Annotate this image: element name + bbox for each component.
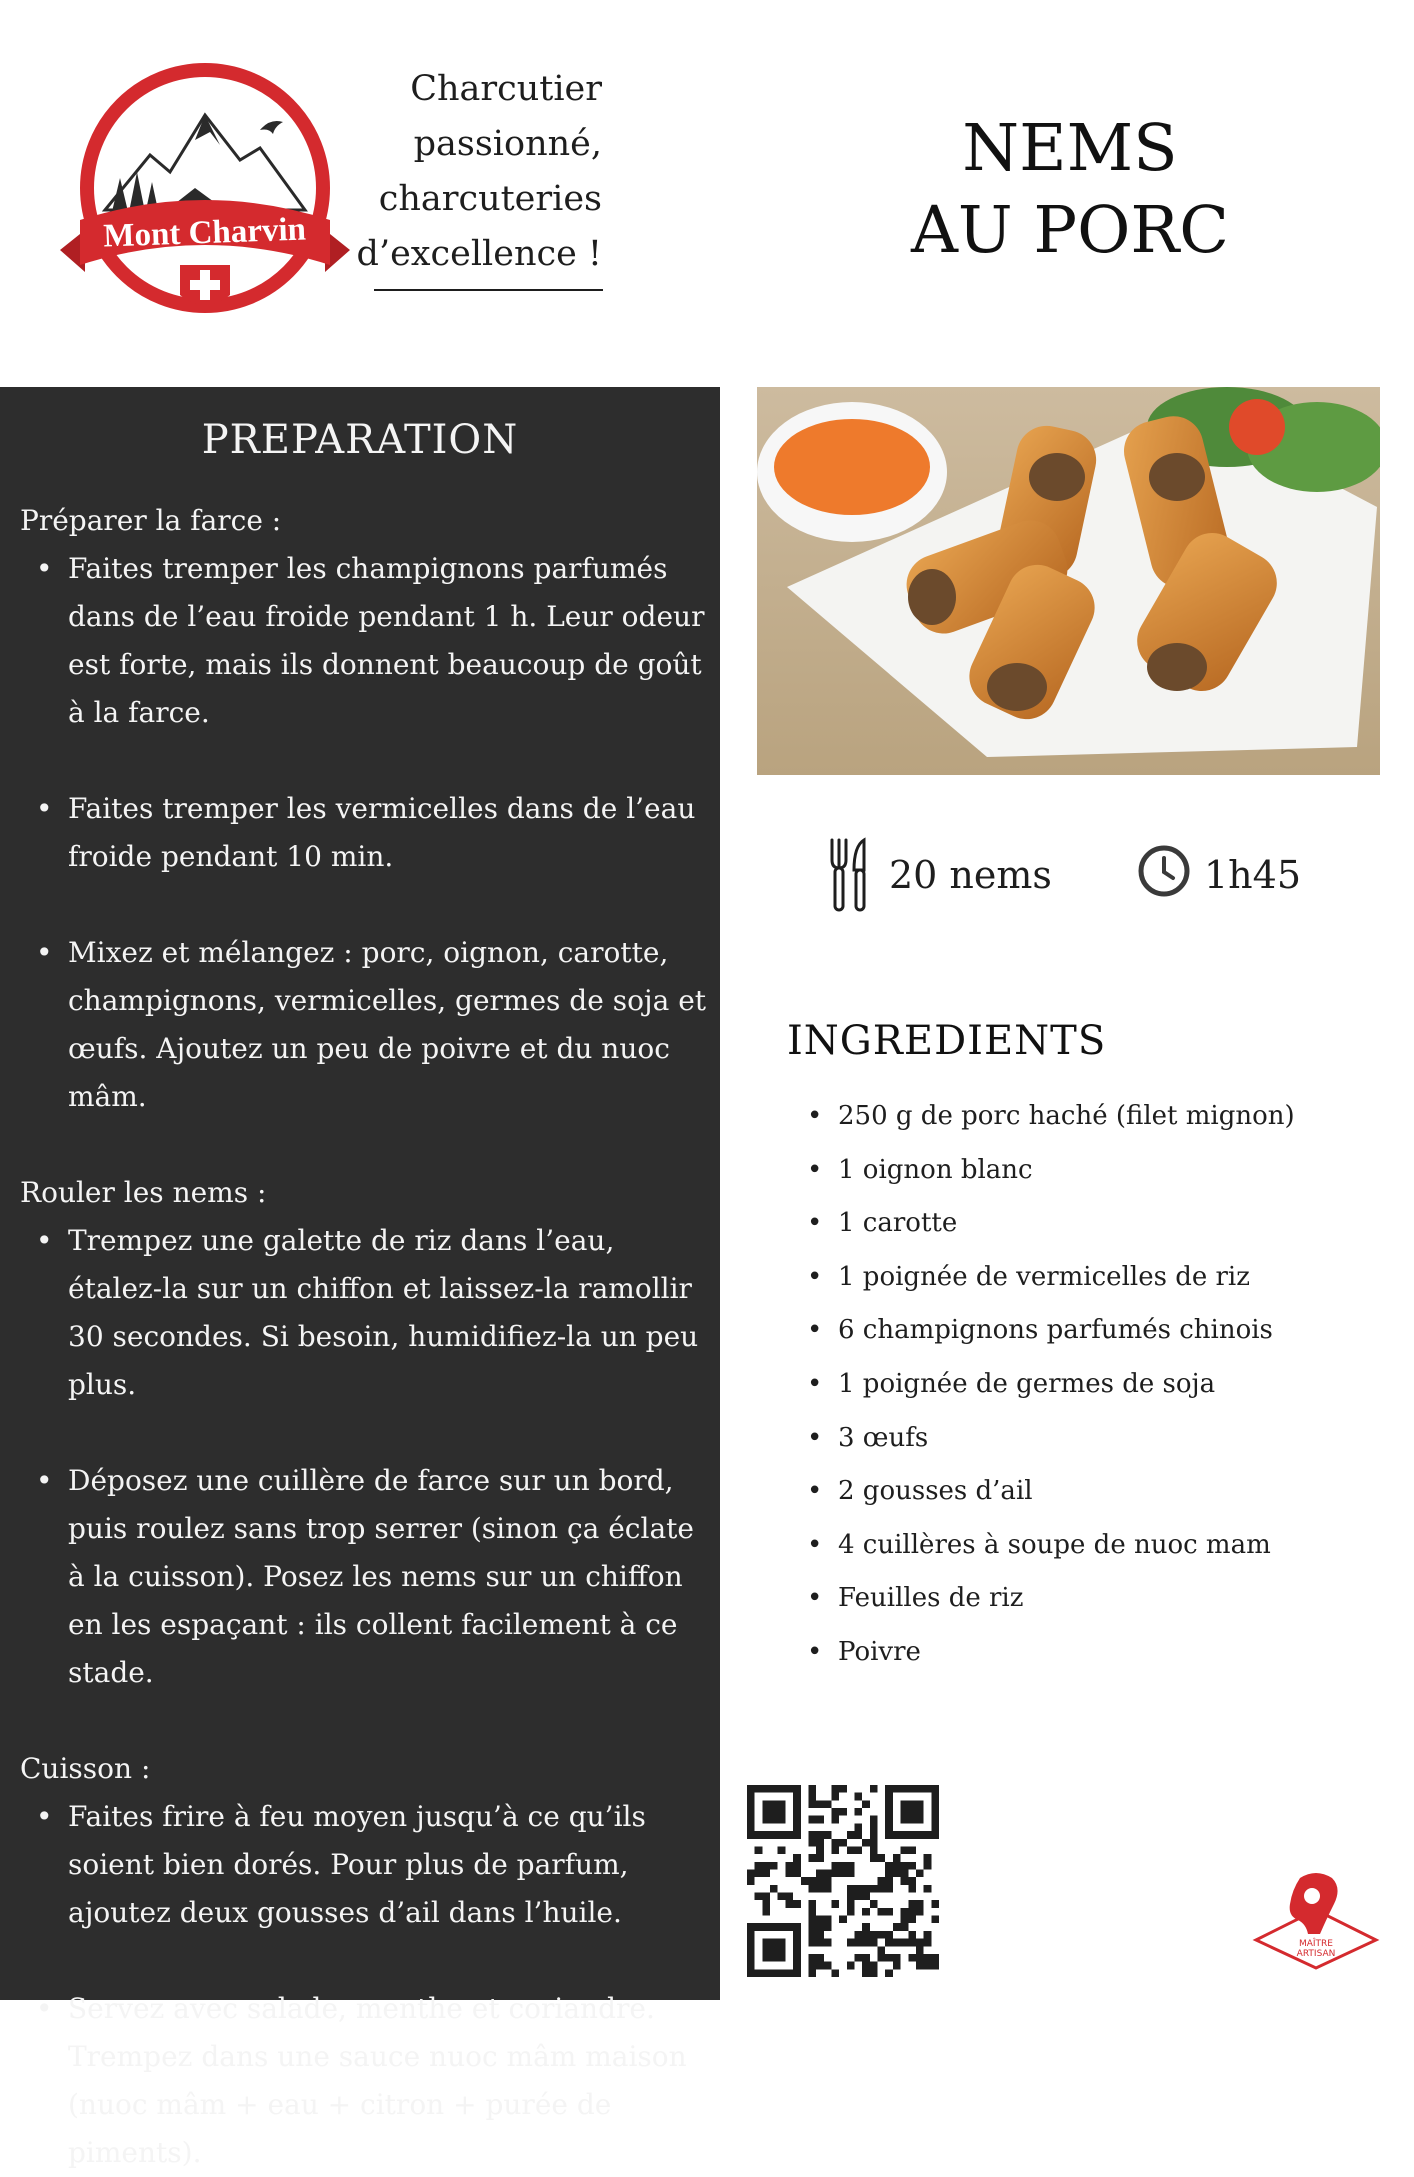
section-label: Rouler les nems :	[20, 1176, 267, 1209]
ingredient-item: • 4 cuillères à soupe de nuoc mam	[800, 1519, 1360, 1573]
section-label: Préparer la farce :	[20, 504, 282, 537]
step-item: • Déposez une cuillère de farce sur un bord, puis roulez sans trop serrer (sinon ça éclate à la cuisson). Posez les nems sur un chiffon en les espaçant : ils collent facilement à ce stade.	[36, 1464, 694, 1689]
svg-text:Mont Charvin: Mont Charvin	[102, 211, 307, 255]
ingredients-title: INGREDIENTS	[787, 1018, 1107, 1064]
qr-code[interactable]	[747, 1785, 939, 1977]
ingredient-item: • 1 poignée de germes de soja	[800, 1358, 1360, 1412]
recipe-title-line: AU PORC	[910, 193, 1230, 268]
ingredient-item: • 1 carotte	[800, 1197, 1360, 1251]
recipe-title-line: NEMS	[962, 111, 1178, 186]
tagline-line: passionné,	[413, 124, 602, 164]
ingredient-item: • 1 oignon blanc	[800, 1144, 1360, 1198]
tagline-line: d’excellence !	[356, 234, 602, 274]
brand-name	[103, 211, 307, 254]
prep-time: 1h45	[1204, 853, 1302, 897]
ingredient-item: • 6 champignons parfumés chinois	[800, 1304, 1360, 1358]
brand-tagline	[330, 62, 602, 282]
clock-icon	[1137, 844, 1191, 898]
nems-photo	[757, 387, 1380, 775]
artisan-label: MAÎTRE	[1298, 1939, 1334, 1949]
step-item: • Trempez une galette de riz dans l’eau, étalez-la sur un chiffon et laissez-la ramollir 30 secondes. Si besoin, humidifiez-la un peu plus.	[36, 1224, 699, 1401]
artisan-label: ARTISAN	[1296, 1949, 1336, 1959]
step-item: • Servez avec salade, menthe et coriandre. Trempez dans une sauce nuoc mâm maison (nuoc mâm + eau + citron + purée de piments).	[36, 1992, 687, 2169]
ingredient-item: • 3 œufs	[800, 1412, 1360, 1466]
ingredient-item: • 2 gousses d’ail	[800, 1465, 1360, 1519]
preparation-steps	[20, 497, 710, 2177]
section-label: Cuisson :	[20, 1752, 151, 1785]
servings-count: 20 nems	[889, 853, 1052, 897]
tagline-line: Charcutier	[410, 69, 602, 109]
step-item: • Faites tremper les vermicelles dans de l’eau froide pendant 10 min.	[36, 792, 696, 873]
step-item: • Faites frire à feu moyen jusqu’à ce qu’ils soient bien dorés. Pour plus de parfum, ajoutez deux gousses d’ail dans l’huile.	[36, 1800, 646, 1929]
preparation-title: PREPARATION	[201, 417, 519, 463]
fork-knife-icon	[828, 836, 868, 914]
ingredient-item: • Feuilles de riz	[800, 1572, 1360, 1626]
recipe-title	[880, 108, 1260, 272]
ingredients-list	[800, 1090, 1360, 1680]
tagline-line: charcuteries	[378, 179, 602, 219]
ingredient-item: • 250 g de porc haché (filet mignon)	[800, 1090, 1360, 1144]
maitre-artisan-logo	[1250, 1870, 1382, 1970]
mont-charvin-logo	[55, 60, 355, 325]
ingredient-item: • Poivre	[800, 1626, 1360, 1680]
ingredient-item: • 1 poignée de vermicelles de riz	[800, 1251, 1360, 1305]
step-item: • Mixez et mélangez : porc, oignon, carotte, champignons, vermicelles, germes de soja et œufs. Ajoutez un peu de poivre et du nuoc mâm.	[36, 936, 707, 1113]
step-item: • Faites tremper les champignons parfumés dans de l’eau froide pendant 1 h. Leur odeur est forte, mais ils donnent beaucoup de goût à la farce.	[36, 552, 705, 729]
preparation-panel	[0, 387, 720, 2169]
tagline-divider	[374, 289, 603, 291]
